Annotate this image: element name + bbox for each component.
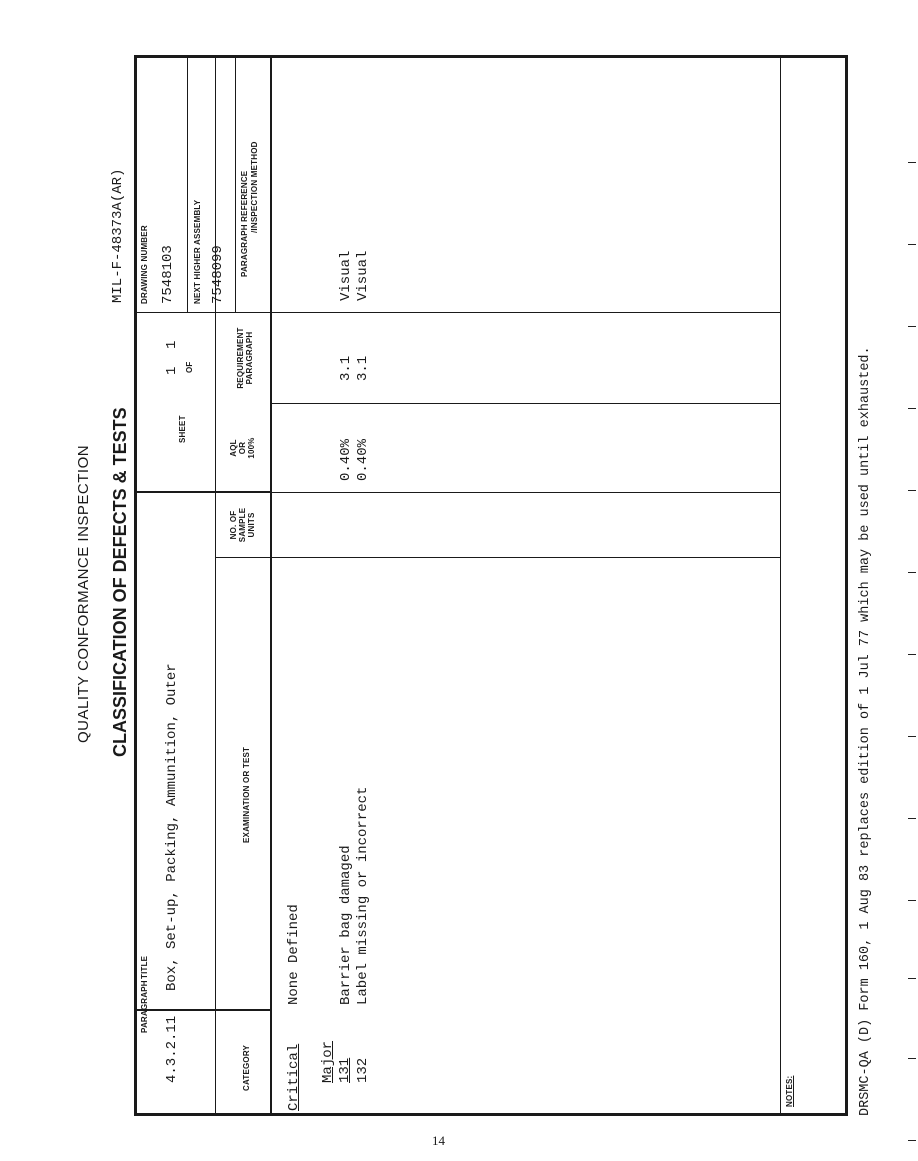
col-header-aql (229, 406, 256, 490)
requirement-paragraph: 3.1 (338, 355, 354, 381)
col-header-ref-line1: PARAGRAPH REFERENCE (240, 170, 249, 277)
notes-label: NOTES: (785, 1075, 794, 1107)
col-header-req-line2: PARAGRAPH (245, 331, 254, 385)
drawing-number-value: 7548103 (160, 245, 176, 304)
category-major: Major (320, 1040, 336, 1083)
title-value: Box, Set-up, Packing, Ammunition, Outer (164, 663, 180, 991)
col-header-aql-line2: OR (238, 441, 247, 455)
col-header-requirement (236, 315, 254, 401)
col-header-category: CATEGORY (242, 1044, 251, 1091)
next-higher-assembly-label: NEXT HIGHER ASSEMBLY (193, 199, 202, 304)
page-number: 14 (432, 1133, 445, 1148)
aql-value: 0.40% (338, 438, 354, 481)
col-header-sample-line1: NO. OF (229, 510, 238, 540)
col-header-reference (240, 141, 260, 277)
inspection-method: Visual (355, 250, 371, 301)
next-higher-assembly-value: 7548099 (210, 245, 226, 304)
col-header-sample (229, 495, 256, 555)
col-header-sample-line2: SAMPLE (238, 507, 247, 543)
col-header-ref-line2: /INSPECTION METHOD (250, 141, 259, 233)
paragraph-value: 4.3.2.11 (164, 1015, 180, 1083)
title-label: TITLE (140, 955, 149, 979)
defect-code: 131 (337, 1057, 353, 1083)
of-label: OF (185, 361, 194, 373)
critical-none-defined: None Defined (286, 904, 302, 1005)
heading-classification: CLASSIFICATION OF DEFECTS & TESTS (110, 407, 130, 757)
inspection-method: Visual (338, 250, 354, 301)
col-header-sample-line3: UNITS (247, 512, 256, 538)
sheet-label: SHEET (178, 415, 187, 443)
col-header-req-line1: REQUIREMENT (236, 327, 245, 389)
defect-description: Barrier bag damaged (338, 845, 354, 1005)
sheet-total: 1 (164, 340, 180, 349)
form-footer: DRSMC-QA (D) Form 160, 1 Aug 83 replaces edition of 1 Jul 77 which may be used until exhausted. (858, 346, 873, 1116)
spec-number: MIL-F-48373A(AR) (110, 168, 126, 303)
aql-value: 0.40% (355, 438, 371, 481)
paragraph-label: PARAGRAPH (140, 980, 149, 1033)
requirement-paragraph: 3.1 (355, 355, 371, 381)
drawing-number-label: DRAWING NUMBER (140, 225, 149, 304)
heading-quality-conformance: QUALITY CONFORMANCE INSPECTION (75, 444, 92, 743)
col-header-exam: EXAMINATION OR TEST (242, 746, 251, 843)
col-header-aql-line3: 100% (247, 437, 256, 459)
sheet-number: 1 (164, 366, 180, 375)
col-header-aql-line1: AQL (229, 439, 238, 457)
defect-description: Label missing or incorrect (355, 786, 371, 1005)
category-critical: Critical (286, 1043, 302, 1111)
defect-code: 132 (355, 1057, 371, 1083)
